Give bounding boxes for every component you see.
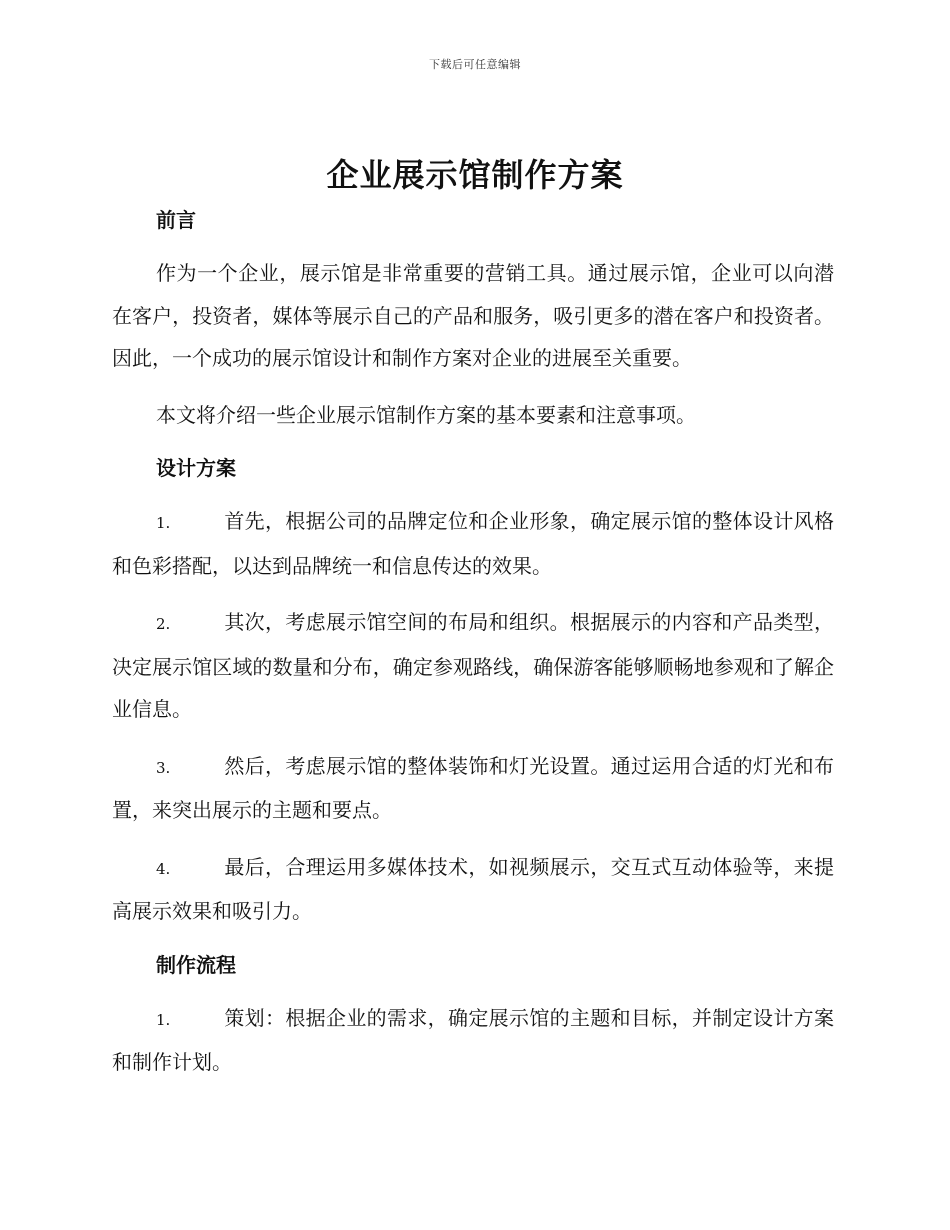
list-item [112,500,834,587]
list-item-text: 最后，合理运用多媒体技术，如视频展示，交互式互动体验等，来提高展示效果和吸引力。 [112,854,834,923]
document-title: 企业展示馆制作方案 [326,156,624,194]
list-item [112,997,834,1084]
list-item [112,745,834,832]
document-body [112,200,834,1084]
paragraph: 本文将介绍一些企业展示馆制作方案的基本要素和注意事项。 [156,402,696,427]
section-heading-preface: 前言 [156,208,196,232]
header-note: 下载后可任意编辑 [429,58,521,71]
list-item-number: 2. [156,615,171,633]
list-item-text: 首先，根据公司的品牌定位和企业形象，确定展示馆的整体设计风格和色彩搭配，以达到品牌统一和信息传达的效果。 [112,509,834,578]
list-item-number: 1. [156,1010,171,1029]
list-item-number: 4. [156,859,171,878]
section-heading-design: 设计方案 [156,456,236,480]
list-item-number: 3. [156,758,171,777]
list-item [112,846,834,933]
list-item-text: 其次，考虑展示馆空间的布局和组织。根据展示的内容和产品类型，决定展示馆区域的数量和分布，确定参观路线，确保游客能够顺畅地参观和了解企业信息。 [112,610,834,721]
list-item [112,601,834,731]
paragraph: 作为一个企业，展示馆是非常重要的营销工具。通过展示馆，企业可以向潜在客户，投资者，媒体等展示自己的产品和服务，吸引更多的潜在客户和投资者。因此，一个成功的展示馆设计和制作方案对企业的进展至关重要。 [112,261,834,370]
list-item-text: 策划：根据企业的需求，确定展示馆的主题和目标，并制定设计方案和制作计划。 [112,1005,834,1074]
list-item-number: 1. [156,514,171,532]
list-item-text: 然后，考虑展示馆的整体装饰和灯光设置。通过运用合适的灯光和布置，来突出展示的主题和要点。 [112,753,834,822]
section-heading-process: 制作流程 [156,952,236,977]
